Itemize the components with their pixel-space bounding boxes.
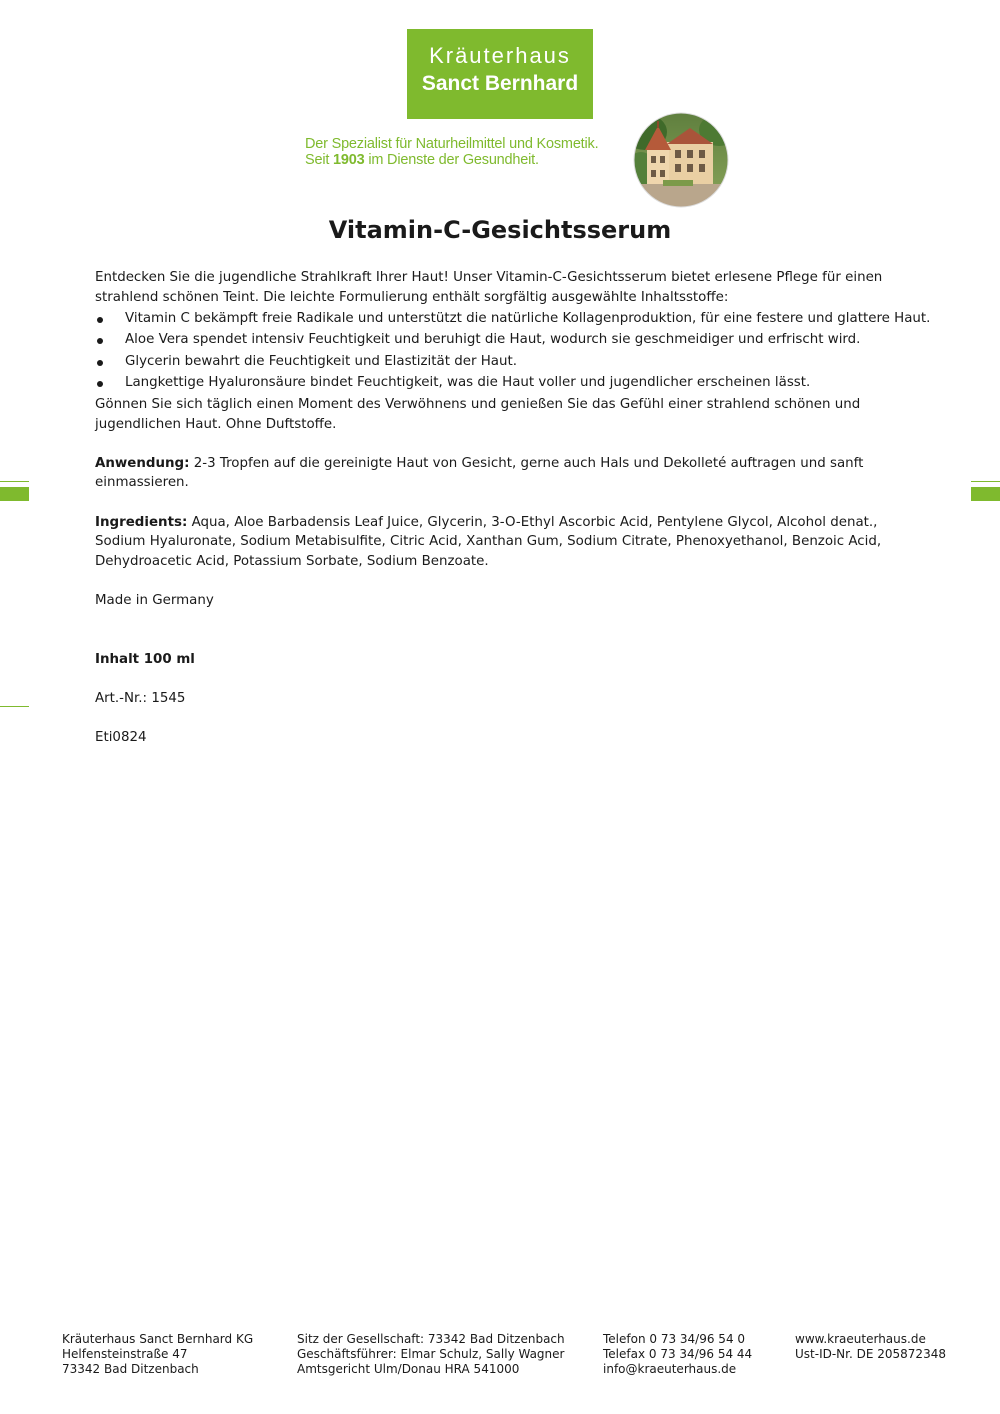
- bullet-icon: [97, 317, 103, 323]
- tagline-line-2: [305, 152, 625, 168]
- footer-legal: [297, 1332, 565, 1377]
- footer-street: Helfensteinstraße 47: [62, 1347, 188, 1361]
- application-text: 2-3 Tropfen auf die gereinigte Haut von Gesicht, gerne auch Hals und Dekolleté auftragen und sanft einmassieren.: [95, 455, 864, 491]
- list-item: Langkettige Hyaluronsäure bindet Feuchtigkeit, was die Haut voller und jugendlicher erscheinen lässt.: [95, 373, 915, 393]
- footer-city: 73342 Bad Ditzenbach: [62, 1362, 199, 1376]
- fold-mark-right-line: [971, 481, 1000, 482]
- logo-line-1: Kräuterhaus: [429, 43, 571, 68]
- house-photo: [633, 112, 729, 208]
- bullet-icon: [97, 338, 103, 344]
- footer-web: [795, 1332, 946, 1362]
- fold-mark-left-lower: [0, 706, 29, 707]
- product-description: [95, 268, 931, 748]
- bullet-icon: [97, 381, 103, 387]
- tagline: [305, 136, 625, 168]
- label-code: Eti0824: [95, 729, 147, 745]
- logo-line-2: Sanct Bernhard: [421, 72, 579, 95]
- brand-logo: [407, 29, 593, 119]
- content-amount: Inhalt 100 ml: [95, 651, 195, 667]
- footer-website: www.kraeuterhaus.de: [795, 1332, 926, 1346]
- footer-court: Amtsgericht Ulm/Donau HRA 541000: [297, 1362, 520, 1376]
- fold-mark-left-line: [0, 481, 29, 482]
- footer-company-name: Kräuterhaus Sanct Bernhard KG: [62, 1332, 254, 1346]
- outro-paragraph: Gönnen Sie sich täglich einen Moment des Verwöhnens und genießen Sie das Gefühl einer strahlend schönen und jugendlichen Haut. Ohne Duftstoffe.: [95, 397, 861, 432]
- ingredients-label: Ingredients:: [95, 514, 188, 530]
- footer-managers: Geschäftsführer: Elmar Schulz, Sally Wagner: [297, 1347, 565, 1361]
- footer-phone: Telefon 0 73 34/96 54 0: [603, 1332, 746, 1346]
- footer-fax: Telefax 0 73 34/96 54 44: [603, 1347, 753, 1361]
- article-number: Art.-Nr.: 1545: [95, 690, 186, 706]
- origin-text: Made in Germany: [95, 593, 214, 608]
- page-title: Vitamin-C-Gesichtsserum: [328, 216, 672, 244]
- bullet-icon: [97, 360, 103, 366]
- fold-mark-right: [971, 487, 1000, 501]
- list-item: Aloe Vera spendet intensiv Feuchtigkeit und beruhigt die Haut, wodurch sie geschmeidiger und erfrischt wird.: [95, 330, 915, 350]
- footer-seat: Sitz der Gesellschaft: 73342 Bad Ditzenbach: [297, 1332, 565, 1346]
- intro-paragraph: Entdecken Sie die jugendliche Strahlkraft Ihrer Haut! Unser Vitamin-C-Gesichtsserum bietet erlesene Pflege für einen strahlend schönen Teint. Die leichte Formulierung enthält sorgfältig ausgewählte Inhaltsstoffe:: [95, 270, 883, 305]
- fold-mark-left: [0, 487, 29, 501]
- application-label: Anwendung:: [95, 455, 190, 471]
- application-paragraph: [95, 454, 915, 493]
- tagline-rest: im Dienste der Gesundheit.: [364, 152, 539, 168]
- footer-email: info@kraeuterhaus.de: [603, 1362, 737, 1376]
- list-item: Vitamin C bekämpft freie Radikale und unterstützt die natürliche Kollagenproduktion, für eine festere und glattere Haut.: [95, 309, 915, 329]
- ingredients-text: Aqua, Aloe Barbadensis Leaf Juice, Glycerin, 3-O-Ethyl Ascorbic Acid, Pentylene Glycol, Alcohol denat., Sodium Hyaluronate, Sodium Metabisulfite, Citric Acid, Xanthan Gum, Sodium Citrate, Phenoxyethanol, Benzoic Acid, Dehydroacetic Acid, Potassium Sorbate, Sodium Benzoate.: [95, 514, 882, 569]
- ingredients-paragraph: [95, 513, 915, 572]
- ingredient-benefits-list: [95, 309, 931, 393]
- footer-contact: [603, 1332, 752, 1377]
- footer-vat-id: Ust-ID-Nr. DE 205872348: [795, 1347, 946, 1361]
- list-item: Glycerin bewahrt die Feuchtigkeit und Elastizität der Haut.: [95, 352, 915, 372]
- tagline-line-1: Der Spezialist für Naturheilmittel und Kosmetik.: [305, 136, 599, 152]
- tagline-seit: Seit: [305, 152, 334, 168]
- tagline-year: 1903: [333, 152, 365, 168]
- footer-company: [62, 1332, 253, 1377]
